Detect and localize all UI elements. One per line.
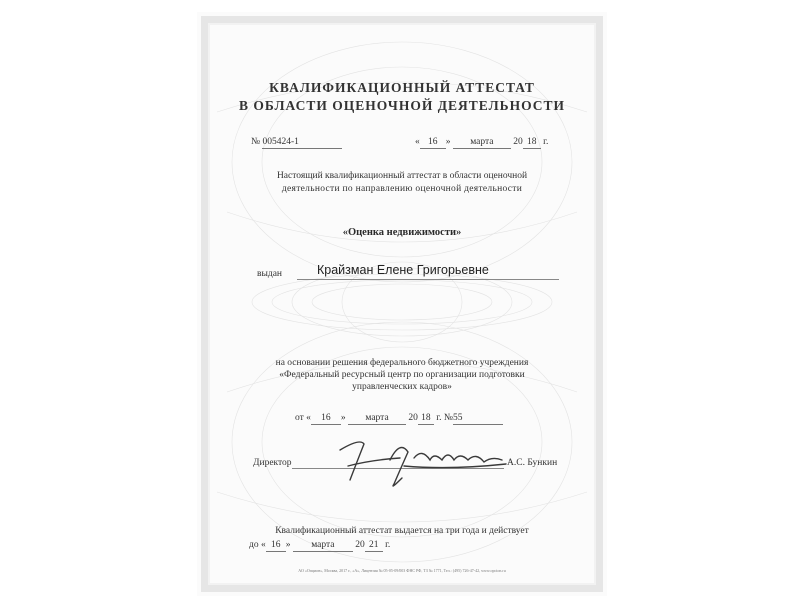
decision-month: марта: [348, 413, 406, 425]
director-signature: [330, 430, 510, 490]
intro-line-1: Настоящий квалификационный аттестат в области оценочной: [276, 171, 528, 181]
decision-year: 18: [418, 413, 434, 425]
certificate-page: [197, 12, 607, 596]
issue-day: 16: [420, 137, 446, 149]
basis-line-1: на основании решения федерального бюджетного учреждения: [275, 358, 529, 368]
basis-line-3: управленческих кадров»: [352, 382, 452, 392]
intro-line-2: деятельности по направлению оценочной деятельности: [281, 184, 523, 194]
issue-year: 18: [523, 137, 541, 149]
title-line-1: КВАЛИФИКАЦИОННЫЙ АТТЕСТАТ: [269, 80, 535, 95]
validity-day: 16: [266, 540, 286, 552]
validity-month: марта: [293, 540, 353, 552]
certificate-number-value: 005424-1: [262, 137, 342, 149]
director-name: А.С. Бункин: [507, 458, 558, 468]
validity-line-1: Квалификационный аттестат выдается на три года и действует: [275, 526, 529, 536]
validity-date: до « 16 » марта 20 21 г.: [249, 540, 391, 550]
issued-label: выдан: [257, 269, 283, 279]
director-label: Директор: [253, 458, 292, 468]
issue-date: « 16 » марта 20 18 г.: [415, 137, 549, 147]
decision-date: от « 16 » марта 20 18 г. №55: [295, 413, 503, 425]
decision-day: 16: [311, 413, 341, 425]
printer-imprint: АО «Опцион», Москва, 2017 г., «А», Лицензия № 05-05-09/003 ФНС РФ, ТЗ № 1771, Тел.: (495) 726-47-42, www.opcion.ru: [298, 568, 506, 573]
recipient-underline: [297, 279, 559, 280]
issue-month: марта: [453, 137, 511, 149]
decision-number: 55: [453, 413, 503, 425]
title-line-2: В ОБЛАСТИ ОЦЕНОЧНОЙ ДЕЯТЕЛЬНОСТИ: [239, 98, 565, 113]
validity-year: 21: [365, 540, 383, 552]
certificate-number: [251, 137, 342, 149]
recipient-name: Крайзман Елене Григорьевне: [317, 263, 489, 277]
number-sign: №: [251, 137, 261, 147]
direction-title: «Оценка недвижимости»: [342, 227, 462, 238]
basis-line-2: «Федеральный ресурсный центр по организации подготовки: [279, 370, 525, 380]
